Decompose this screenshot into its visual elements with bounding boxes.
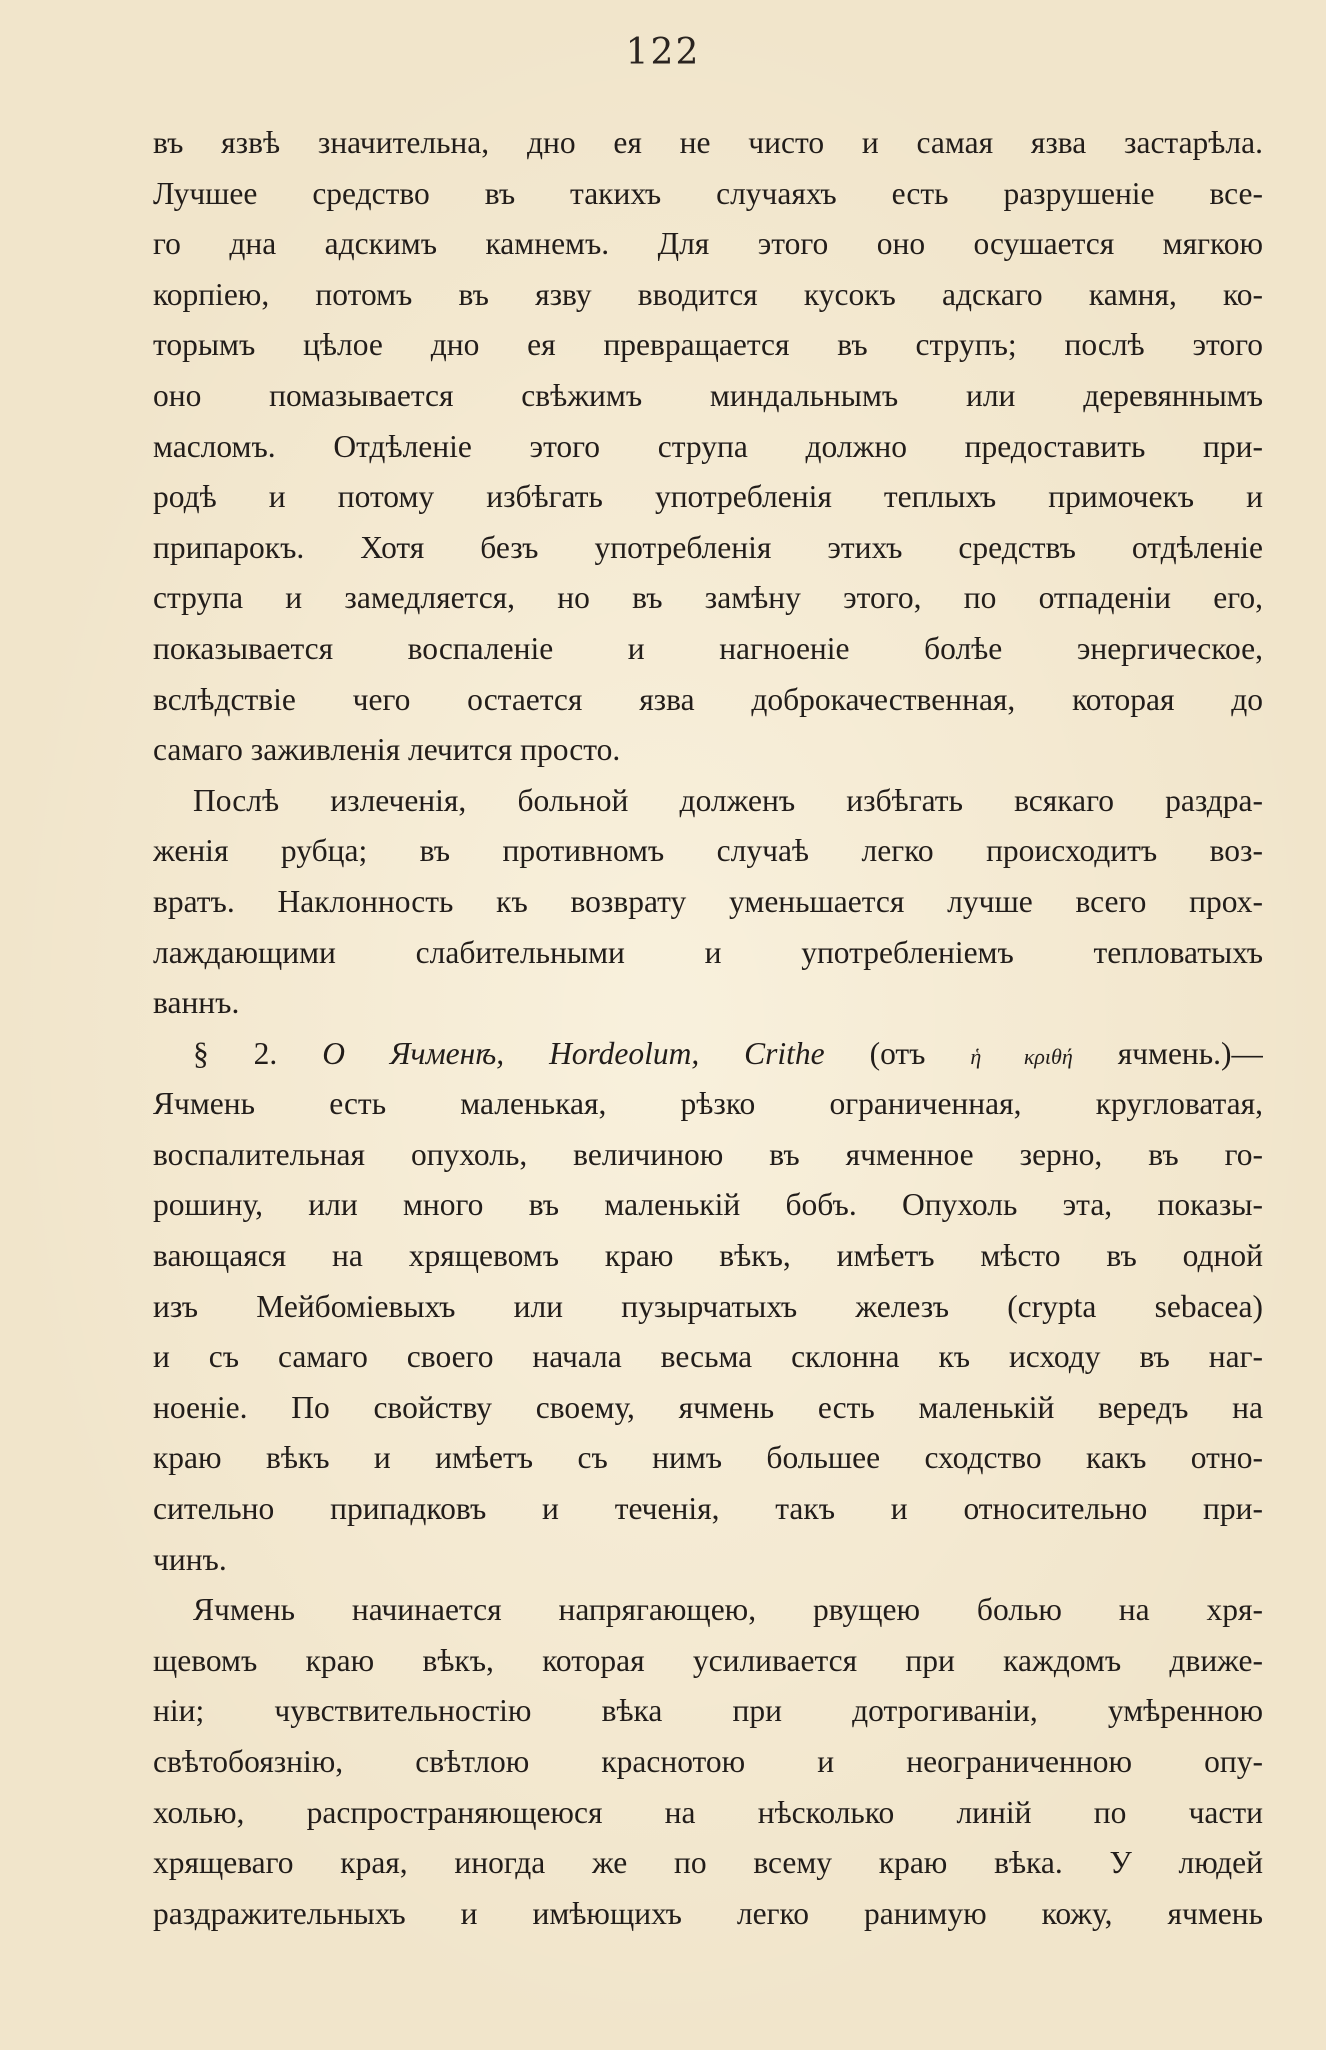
text-line: въ язвѣ значительна, дно ея не чисто и самая язва застарѣла. <box>153 125 1263 160</box>
text-line: вслѣдствіе чего остается язва доброкачественная, которая до <box>153 681 1263 717</box>
text-line: свѣтобоязнію, свѣтлою краснотою и неограниченною опу- <box>153 1744 1263 1779</box>
paragraph <box>153 1585 1263 1939</box>
etymology-open: (отъ <box>869 1035 926 1071</box>
text-line: припарокъ. Хотя безъ употребленія этихъ средствъ отдѣленіе <box>153 529 1263 565</box>
text-line: самаго заживленія лечится просто. <box>153 732 621 768</box>
text-line: струпа и замедляется, но въ замѣну этого, по отпаденіи его, <box>153 580 1263 616</box>
page-body <box>153 118 1263 1939</box>
text-line: ноеніе. По свойству своему, ячмень есть маленькій вередъ на <box>153 1389 1263 1425</box>
text-line: оно помазывается свѣжимъ миндальнымъ или деревяннымъ <box>153 377 1263 413</box>
text-line: хрящеваго края, иногда же по всему краю вѣка. У людей <box>153 1845 1263 1881</box>
section-number: § 2. <box>193 1035 278 1071</box>
section-title: О Ячменѣ, Hordeolum, Crithe <box>322 1035 825 1071</box>
text-line: чинъ. <box>153 1541 227 1577</box>
text-line: ніи; чувствительностію вѣка при дотрогиваніи, умѣренною <box>153 1693 1263 1729</box>
text-line: краю вѣкъ и имѣетъ съ нимъ большее сходство какъ отно- <box>153 1440 1263 1476</box>
greek-word: ἡ κριθή <box>970 1043 1073 1069</box>
text-line: холью, распространяющеюся на нѣсколько линій по части <box>153 1794 1263 1830</box>
section-heading <box>153 1029 1263 1080</box>
text-line: Послѣ излеченія, больной долженъ избѣгать всякаго раздра- <box>193 782 1263 818</box>
text-line: ваннъ. <box>153 985 240 1021</box>
paragraph <box>153 118 1263 776</box>
text-line: воспалительная опухоль, величиною въ ячменное зерно, въ го- <box>153 1136 1263 1172</box>
text-line: женія рубца; въ противномъ случаѣ легко происходитъ воз- <box>153 833 1263 869</box>
page-number: 122 <box>625 32 701 73</box>
text-line: корпіею, потомъ въ язву вводится кусокъ адскаго камня, ко- <box>153 276 1263 312</box>
text-line: го дна адскимъ камнемъ. Для этого оно осушается мягкою <box>153 226 1263 262</box>
text-line: изъ Мейбоміевыхъ или пузырчатыхъ железъ (crypta sebacea) <box>153 1288 1263 1324</box>
paragraph <box>153 776 1263 1029</box>
text-line: Ячмень есть маленькая, рѣзко ограниченная, кругловатая, <box>153 1086 1263 1122</box>
text-line: масломъ. Отдѣленіе этого струпа должно предоставить при- <box>153 428 1263 464</box>
text-line: щевомъ краю вѣкъ, которая усиливается при каждомъ движе- <box>153 1642 1263 1678</box>
section <box>153 1029 1263 1586</box>
text-line: и съ самаго своего начала весьма склонна къ исходу въ наг- <box>153 1339 1263 1375</box>
text-line: раздражительныхъ и имѣющихъ легко ранимую кожу, ячмень <box>153 1895 1263 1931</box>
text-line: торымъ цѣлое дно ея превращается въ струпъ; послѣ этого <box>153 327 1263 363</box>
text-line: вратъ. Наклонность къ возврату уменьшается лучше всего прох- <box>153 883 1263 919</box>
text-line: сительно припадковъ и теченія, такъ и относительно при- <box>153 1491 1263 1527</box>
text-line: показывается воспаленіе и нагноеніе болѣе энергическое, <box>153 630 1263 666</box>
text-line: лаждающими слабительными и употребленіемъ тепловатыхъ <box>153 934 1263 970</box>
etymology-close: ячмень.)— <box>1117 1035 1263 1071</box>
text-line: Ячмень начинается напрягающею, рвущею болью на хря- <box>193 1592 1263 1628</box>
text-line: рошину, или много въ маленькій бобъ. Опухоль эта, показы- <box>153 1187 1263 1223</box>
text-line: вающаяся на хрящевомъ краю вѣкъ, имѣетъ мѣсто въ одной <box>153 1238 1263 1274</box>
text-line: родѣ и потому избѣгать употребленія теплыхъ примочекъ и <box>153 479 1263 515</box>
text-line: Лучшее средство въ такихъ случаяхъ есть разрушеніе все- <box>153 175 1263 211</box>
